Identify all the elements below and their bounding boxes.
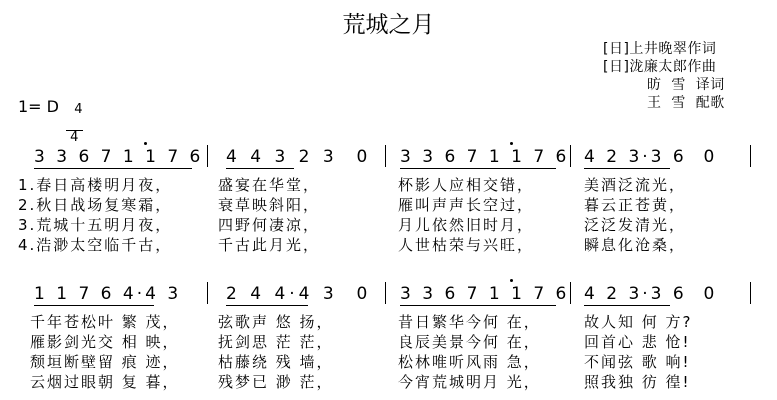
beam-underline (584, 168, 670, 169)
bar-line (570, 282, 571, 304)
bar-line (750, 145, 751, 167)
measure-6-notes: 2 4 4·4 3 0 (226, 284, 372, 304)
beam-underline (226, 305, 308, 306)
lyric-line: 杯影人应相交错， (398, 176, 535, 194)
measure-3-notes: 3 3 6 7 1 1 7 6 (400, 147, 570, 167)
lyric-line: 暮云正苍黄， (584, 196, 687, 214)
lyric-line: 照我独 彷 徨! (584, 373, 691, 391)
lyric-line: 雁叫声声长空过， (398, 196, 535, 214)
arranger-credit: 王 雪 配歌 (647, 95, 725, 111)
lyric-line: 残梦已 渺 茫， (218, 373, 334, 391)
lyric-line: 千古此月光， (218, 236, 321, 254)
beam-underline (400, 305, 556, 306)
beam-underline (584, 305, 670, 306)
measure-2-notes: 4 4 3 2 3 0 (226, 147, 372, 167)
beam-underline (34, 305, 154, 306)
lyric-line: 良辰美景今何 在， (398, 333, 541, 351)
lyric-line: 人世枯荣与兴旺， (398, 236, 535, 254)
bar-line (385, 145, 386, 167)
lyric-line: 不闻弦 歌 响! (584, 353, 691, 371)
measure-7-notes: 3 3 6 7 1 1 7 6 (400, 284, 570, 304)
beam-underline (226, 168, 294, 169)
time-denominator: 4 (66, 130, 83, 144)
bar-line (207, 282, 208, 304)
lyric-line: 3.荒城十五明月夜， (18, 216, 173, 234)
measure-4-notes: 4 2 3·3 6 0 (584, 147, 718, 167)
lyric-line: 回首心 悲 怆! (584, 333, 691, 351)
composer-credit: [日]泷廉太郎作曲 (603, 59, 717, 75)
bar-line (207, 145, 208, 167)
time-numerator: 4 (74, 102, 83, 117)
lyric-line: 千年苍松叶 繁 茂， (30, 313, 180, 331)
lyric-line: 瞬息化沧桑， (584, 236, 687, 254)
lyric-line: 抚剑思 茫 茫， (218, 333, 334, 351)
bar-line (385, 282, 386, 304)
lyric-line: 故人知 何 方? (584, 313, 693, 331)
translator-credit: 昉 雪 译词 (647, 77, 725, 93)
measure-8-notes: 4 2 3·3 6 0 (584, 284, 718, 304)
song-title: 荒城之月 (342, 12, 435, 38)
lyric-line: 泛泛发清光， (584, 216, 687, 234)
lyric-line: 弦歌声 悠 扬， (218, 313, 334, 331)
lyric-line: 1.春日高楼明月夜， (18, 176, 173, 194)
lyric-line: 枯藤绕 残 墙， (218, 353, 334, 371)
key-signature: 1= D (18, 97, 59, 116)
octave-dot (144, 142, 147, 145)
lyric-line: 颓垣断壁留 痕 迹， (30, 353, 180, 371)
lyric-line: 2.秋日战场复寒霜， (18, 196, 173, 214)
lyric-line: 昔日繁华今何 在， (398, 313, 541, 331)
lyric-line: 衰草映斜阳， (218, 196, 321, 214)
lyric-line: 月儿依然旧时月， (398, 216, 535, 234)
octave-dot (510, 142, 513, 145)
lyric-line: 4.浩渺太空临千古， (18, 236, 173, 254)
measure-1-notes: 3 3 6 7 1 1 7 6 (34, 147, 204, 167)
beam-underline (400, 168, 556, 169)
beam-underline (34, 168, 192, 169)
lyric-line: 四野何凄凉， (218, 216, 321, 234)
bar-line (570, 145, 571, 167)
lyric-line: 美酒泛流光， (584, 176, 687, 194)
lyric-line: 松林唯听风雨 急， (398, 353, 541, 371)
lyric-line: 今宵荒城明月 光， (398, 373, 541, 391)
lyric-line: 盛宴在华堂， (218, 176, 321, 194)
octave-dot (510, 279, 513, 282)
lyric-line: 雁影剑光交 相 映， (30, 333, 180, 351)
measure-5-notes: 1 1 7 6 4·4 3 (34, 284, 182, 304)
bar-line (750, 282, 751, 304)
lyricist-credit: [日]上井晚翠作词 (603, 41, 717, 57)
lyric-line: 云烟过眼朝 复 暮， (30, 373, 180, 391)
